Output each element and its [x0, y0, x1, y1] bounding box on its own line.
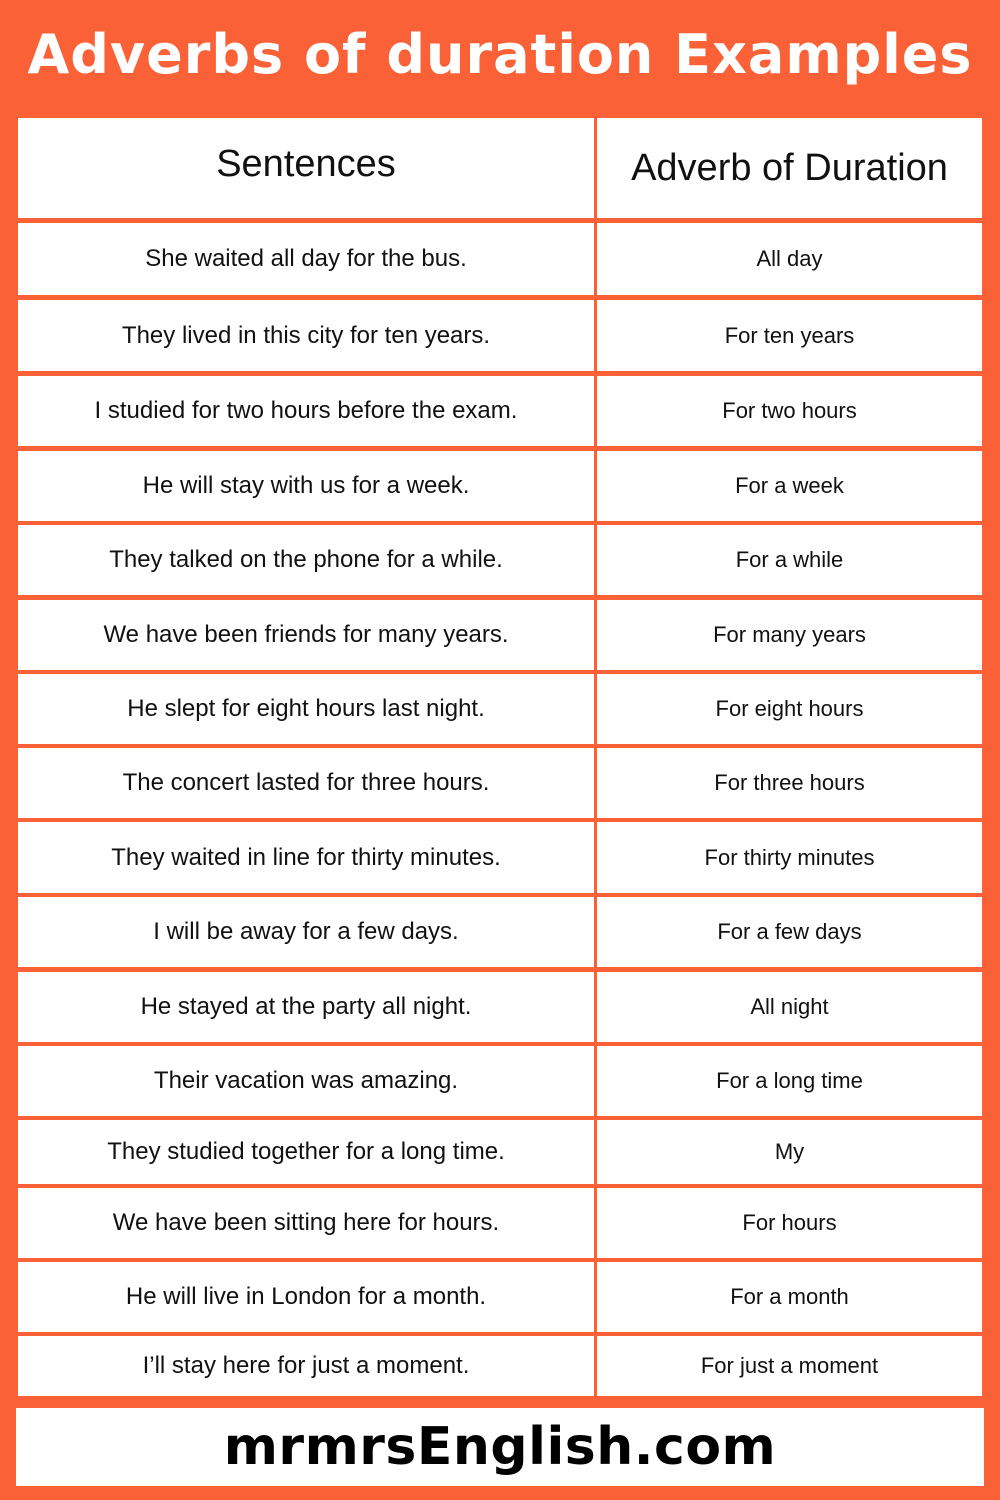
header-sentences: Sentences — [18, 118, 594, 218]
sentence-cell: They studied together for a long time. — [18, 1120, 594, 1184]
sentence-cell: I will be away for a few days. — [18, 897, 594, 967]
adverb-cell: For a long time — [597, 1046, 982, 1116]
table-row — [16, 822, 984, 893]
adverb-cell: For eight hours — [597, 674, 982, 744]
adverb-cell: For three hours — [597, 748, 982, 818]
site-url: mrmrsEnglish.com — [223, 1417, 777, 1477]
adverb-cell: For two hours — [597, 376, 982, 446]
sentence-cell: He stayed at the party all night. — [18, 972, 594, 1042]
sentence-cell: We have been friends for many years. — [18, 600, 594, 670]
sentence-cell: The concert lasted for three hours. — [18, 748, 594, 818]
adverb-cell: For a month — [597, 1262, 982, 1332]
footer-banner — [16, 1408, 984, 1486]
adverb-cell: For a few days — [597, 897, 982, 967]
adverb-cell: For hours — [597, 1188, 982, 1258]
table-row — [16, 600, 984, 670]
table-row — [16, 451, 984, 521]
examples-table — [16, 116, 984, 1396]
table-row — [16, 748, 984, 818]
table-row — [16, 1336, 984, 1396]
sentence-cell: They talked on the phone for a while. — [18, 525, 594, 595]
table-row — [16, 897, 984, 967]
page-title: Adverbs of duration Examples — [27, 23, 973, 86]
adverb-cell: For a week — [597, 451, 982, 521]
table-row — [16, 1262, 984, 1332]
sentence-cell: We have been sitting here for hours. — [18, 1188, 594, 1258]
sentence-cell: He slept for eight hours last night. — [18, 674, 594, 744]
table-row — [16, 1120, 984, 1184]
sentence-cell: I studied for two hours before the exam. — [18, 376, 594, 446]
table-row — [16, 674, 984, 744]
table-row — [16, 376, 984, 446]
table-row — [16, 300, 984, 371]
sentence-cell: They waited in line for thirty minutes. — [18, 822, 594, 893]
table-header-row — [16, 118, 984, 218]
adverb-cell: All night — [597, 972, 982, 1042]
sentence-cell: They lived in this city for ten years. — [18, 300, 594, 371]
table-row — [16, 1188, 984, 1258]
adverb-cell: For ten years — [597, 300, 982, 371]
adverb-cell: For a while — [597, 525, 982, 595]
table-row — [16, 223, 984, 295]
header-adverb-of-duration: Adverb of Duration — [597, 118, 982, 218]
sentence-cell: I’ll stay here for just a moment. — [18, 1336, 594, 1396]
adverb-cell: For just a moment — [597, 1336, 982, 1396]
sentence-cell: He will stay with us for a week. — [18, 451, 594, 521]
adverb-cell: My — [597, 1120, 982, 1184]
adverb-cell: For thirty minutes — [597, 822, 982, 893]
adverb-cell: For many years — [597, 600, 982, 670]
sentence-cell: Their vacation was amazing. — [18, 1046, 594, 1116]
sentence-cell: He will live in London for a month. — [18, 1262, 594, 1332]
adverb-cell: All day — [597, 223, 982, 295]
table-row — [16, 972, 984, 1042]
table-row — [16, 1046, 984, 1116]
table-row — [16, 525, 984, 595]
sentence-cell: She waited all day for the bus. — [18, 223, 594, 295]
